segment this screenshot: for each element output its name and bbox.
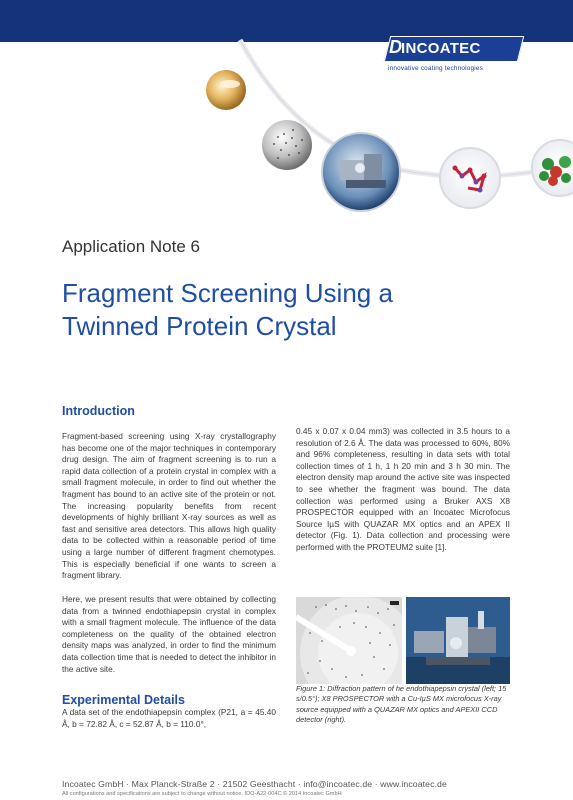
incoatec-logo: D INCOATEC (387, 36, 525, 62)
logo-tagline: innovative coating technologies (388, 65, 484, 72)
introduction-paragraph-1: Fragment-based screening using X-ray crystallography has become one of the major techniques in contemporary drug design. The aim of fragment screening is to run a rapid data collection of a protein crystal in complex with a small fragment molecule, in order to find out whether the fragment has bound to an active site of the protein or not. The increasing popularity benefits from recent developments of highly brilliant X-ray sources as well as fast and sensitive area detectors. This allows high quality data to be collected within a reasonable period of time using a large number of different fragment chemotypes. This is especially beneficial if one wants to screen a fragment library. (62, 431, 276, 581)
figure-caption: Figure 1: Diffraction pattern of he endothiapepsin crystal (left; 15 s/0.5°); X8 PROSPECTOR with a Cu-IµS MX microfocus X-ray source equipped with a QUAZAR MX optics and APEXII CCD detector (right). (296, 684, 507, 725)
footer-note: All configurations and specifications are subject to change without notice. IDO-A22-004C © 2014 Incoatec GmbH (62, 791, 342, 797)
title-line-2: Twinned Protein Crystal (62, 311, 337, 341)
diffraction-pattern-image (262, 120, 312, 170)
x8-prospector-figure (406, 597, 510, 684)
experimental-paragraph-continued: 0.45 x 0.07 x 0.04 mm3) was collected in 3.5 hours to a resolution of 2.6 Å. The data was processed to 60%, 80% and 96% completeness, resulting in data sets with total collection times of 1 h, 1 h 20 min and 3 h 30 min. The electron density map around the active site was inspected to see whether the fragment was bound. The data collection was performed using a Bruker AXS X8 PROSPECTOR equipped with an Incoatec Microfocus Source IµS with QUAZAR MX optics and an APEX II detector (Fig. 1). Data collection and processing were performed with the PROTEUM2 suite [1]. (296, 426, 510, 552)
gold-coated-optic-image (206, 70, 246, 110)
introduction-paragraph-2: Here, we present results that were obtained by collecting data from a twinned endothiapepsin crystal in complex with a small fragment molecule. The influence of the data completeness on the quality of the obtained electron density maps was analyzed, in order to find the minimum data collection time that is needed to detect the inhibitor in the active site. (62, 594, 276, 674)
experimental-details-heading: Experimental Details (62, 693, 185, 707)
banner-artwork (0, 0, 573, 220)
diffraction-pattern-figure (296, 597, 402, 684)
application-note-label: Application Note 6 (62, 237, 200, 256)
protein-molecule-image (440, 148, 500, 208)
experimental-paragraph-start: A data set of the endothiapepsin complex (P21, a = 45.40 Å, b = 72.82 Å, c = 52.87 Å, b = 110.0°, (62, 707, 276, 729)
protein-structure-image (532, 140, 573, 196)
footer-contact: Incoatec GmbH · Max Planck-Straße 2 · 21502 Geesthacht · info@incoatec.de · www.incoatec.de (62, 779, 447, 789)
page-title (62, 277, 522, 343)
title-line-1: Fragment Screening Using a (62, 278, 393, 308)
diffractometer-image (322, 133, 400, 211)
introduction-heading: Introduction (62, 404, 135, 418)
logo-text: INCOATEC (401, 40, 481, 57)
